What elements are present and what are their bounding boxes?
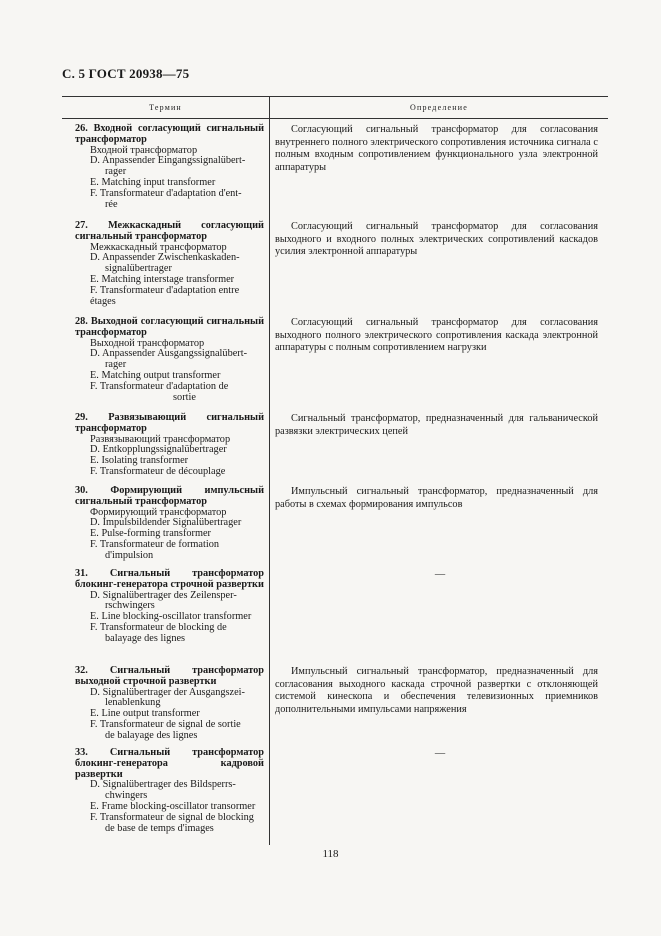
term-cell [75,569,264,645]
term-cell [75,748,264,834]
term-english: E. Matching output transformer [90,369,221,381]
term-german: D. Anpassender Zwischenkaskaden- [90,252,240,264]
term-title: 26. Входной согласующий сигнальный трансформатор [75,123,265,145]
term-title: 29. Развязывающий сигнальный трансформатор [75,412,265,434]
column-header-terms: Термин [149,103,182,112]
definition-cell: Согласующий сигнальный трансформатор для согласования выходного полного электрического сопротивления каскада электронной аппаратуры с полным сопротивлением нагрузки [275,317,598,353]
page-number: 118 [322,848,339,860]
column-divider [269,97,270,845]
term-title: 32. Сигнальный трансформатор выходной строчной развертки [75,665,265,687]
term-cell [75,413,264,478]
term-french: F. Transformateur de signal de sortie [90,718,241,730]
term-english: E. Pulse-forming transformer [90,528,211,540]
term-synonym: Формирующий трансформатор [90,506,227,518]
definition-cell: Согласующий сигнальный трансформатор для согласования внутреннего полного электрического сопротивления источника сигнала с полным входным сопротивлением функционального узла электронной аппаратуры [275,124,598,173]
column-header-definitions: Определение [410,103,468,112]
page-header: С. 5 ГОСТ 20938—75 [62,66,190,81]
term-french: F. Transformateur d'adaptation entre [90,284,240,296]
term-english: E. Line blocking-oscillator transformer [90,611,252,623]
term-french: F. Transformateur de blocking de [90,621,227,633]
term-french-cont: de base de temps d'images [105,822,214,834]
term-french: F. Transformateur de découplage [90,465,226,477]
term-cell [75,124,264,210]
definition-cell: Сигнальный трансформатор, предназначенный для гальванической развязки электрических цепей [275,413,598,437]
term-german: D. Impulsbildender Signalübertrager [90,517,242,529]
term-german-cont: rager [105,359,127,371]
term-synonym: Межкаскадный трансформатор [90,241,227,253]
term-french: F. Transformateur de formation [90,538,220,550]
term-english: E. Frame blocking-oscillator transormer [90,800,256,812]
definition-cell: Импульсный сигнальный трансформатор, предназначенный для согласования выходного каскада строчной развертки с отклоняющей системой кинескопа и обеспечения телевизионных приемников дополнительными импульсами напряжения [275,666,598,715]
term-title: 33. Сигнальный трансформатор блокинг-генератора кадровой развертки [75,747,265,780]
term-synonym: Выходной трансформатор [90,337,205,349]
term-cell [75,317,264,403]
term-title: 28. Выходной согласующий сигнальный трансформатор [75,316,265,338]
term-english: E. Line output transformer [90,708,200,720]
term-title: 27. Межкаскадный согласующий сигнальный трансформатор [75,220,264,242]
term-english: E. Matching input transformer [90,176,216,188]
term-french-cont: de balayage des lignes [105,729,198,741]
term-french-cont: rée [105,198,118,210]
term-french-cont: étages [90,295,116,307]
term-title: 31. Сигнальный трансформатор блокинг-генератора строчной развертки [75,568,265,590]
definition-cell: Согласующий сигнальный трансформатор для согласования выходного и входного полных электрических сопротивлений каскадов усилия электронной аппаратуры [275,221,598,257]
term-english: E. Matching interstage transformer [90,273,235,285]
definition-cell: — [434,748,446,759]
term-english: E. Isolating transformer [90,455,189,467]
term-cell [75,221,264,307]
term-french: F. Transformateur d'adaptation d'ent- [90,187,242,199]
term-german-cont: signalübertrager [105,263,172,275]
term-german: D. Signalübertrager der Ausgangszei- [90,686,245,698]
term-cell [75,666,264,742]
term-cell [75,486,264,562]
term-german: D. Signalübertrager des Bildsperrs- [90,779,236,791]
term-french-cont: d'impulsion [105,549,154,561]
table-header-rule [62,118,608,119]
term-german: D. Entkopplungssignalübertrager [90,444,227,456]
term-german-cont: rschwingers [105,600,155,612]
term-german-cont: lenablenkung [105,697,161,709]
definition-cell: Импульсный сигнальный трансформатор, предназначенный для работы в схемах формирования импульсов [275,486,598,510]
term-german: D. Anpassender Eingangssignalübert- [90,155,246,167]
term-french-cont: sortie [173,391,196,403]
term-synonym: Развязывающий трансформатор [90,433,231,445]
term-german-cont: rager [105,166,127,178]
term-german: D. Anpassender Ausgangssignalübert- [90,348,248,360]
term-title: 30. Формирующий импульсный сигнальный трансформатор [75,485,265,507]
term-french-cont: balayage des lignes [105,632,186,644]
definition-cell: — [434,569,446,580]
term-french: F. Transformateur de signal de blocking [90,811,254,823]
term-german-cont: chwingers [105,790,148,802]
term-french: F. Transformateur d'adaptation de [90,380,229,392]
term-synonym: Входной трансформатор [90,144,198,156]
term-german: D. Signalübertrager des Zeilensper- [90,589,237,601]
